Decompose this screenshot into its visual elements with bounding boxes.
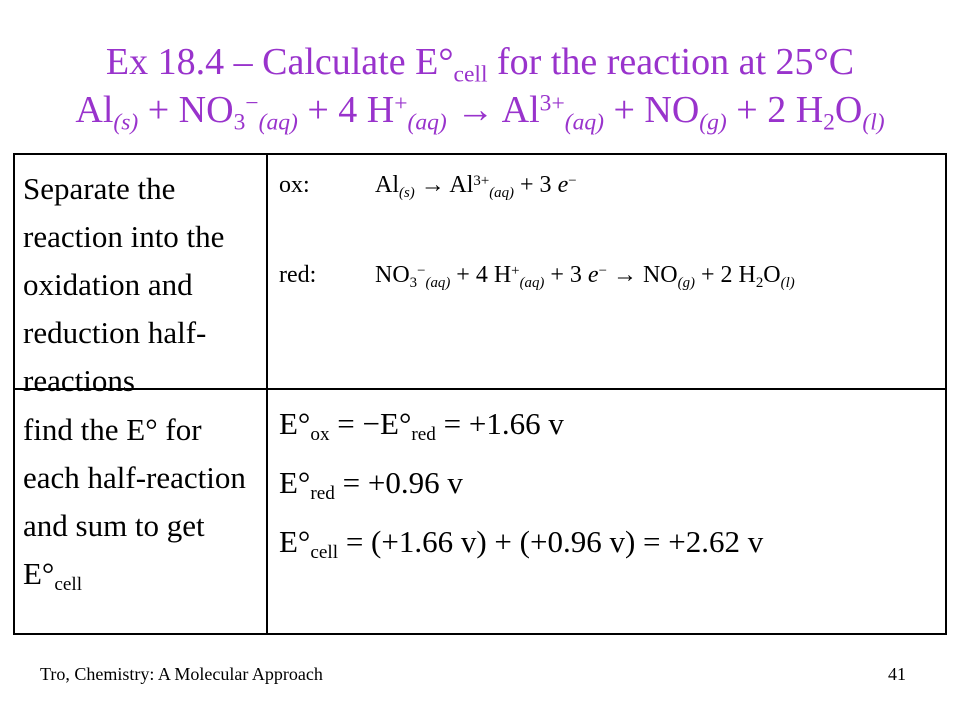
eq-arrow: →	[446, 89, 502, 131]
red-state: (aq)	[425, 274, 451, 291]
ox-electron: e	[557, 172, 569, 198]
eq-subscript: 3	[233, 109, 246, 136]
red-charge: +	[511, 262, 520, 279]
eq-h: + 4 H	[297, 89, 395, 131]
slide-title	[0, 38, 960, 134]
title-line-1	[0, 38, 960, 86]
e-ox-red-subscript: red	[411, 424, 436, 446]
eq-no3: + NO	[138, 89, 234, 131]
e-red-symbol: E°	[279, 465, 311, 500]
step-2-label-text: find the E° for each half-reaction and sum to get E°	[23, 412, 246, 591]
ox-electron-charge: −	[568, 172, 577, 189]
e-ox-symbol: E°	[279, 406, 311, 441]
red-no3: NO	[375, 262, 410, 288]
e-cell-value: = (+1.66 v) + (+0.96 v) = +2.62 v	[338, 524, 764, 559]
red-tag: red:	[279, 262, 317, 288]
e-ox-subscript: ox	[310, 424, 330, 446]
red-state: (l)	[780, 274, 795, 291]
eq-al: Al	[75, 89, 114, 131]
red-subscript: 2	[755, 274, 764, 291]
eq-subscript: 2	[823, 109, 835, 136]
oxidation-half-reaction	[279, 172, 577, 199]
e-cell-subscript: cell	[310, 542, 339, 564]
e-ox-value: = +1.66 v	[435, 406, 564, 441]
e-cell-symbol: E°	[279, 524, 311, 559]
red-arrow: →	[606, 262, 643, 288]
red-charge: −	[417, 262, 426, 279]
ox-al: Al	[375, 172, 399, 198]
ox-state: (s)	[399, 184, 415, 201]
eq-charge: −	[245, 90, 259, 117]
ox-al3: Al	[449, 172, 474, 198]
eq-o: O	[834, 89, 863, 131]
footer-citation: Tro, Chemistry: A Molecular Approach	[40, 664, 323, 684]
e-ox-line	[279, 406, 564, 446]
red-subscript: 3	[409, 274, 418, 291]
red-state: (aq)	[519, 274, 545, 291]
steps-table	[13, 153, 947, 635]
red-state: (g)	[677, 274, 695, 291]
step-2-label-subscript: cell	[54, 574, 83, 596]
e-red-line	[279, 465, 463, 505]
ox-tag: ox:	[279, 172, 310, 198]
eq-state: (s)	[113, 109, 139, 136]
title-text: Ex 18.4 – Calculate E°	[105, 41, 454, 83]
column-divider	[266, 155, 268, 633]
eq-state: (l)	[862, 109, 885, 136]
red-electron: e	[587, 262, 599, 288]
e-red-subscript: red	[310, 483, 335, 505]
red-h2o: + 2 H	[694, 262, 756, 288]
e-ox-neg-red: = −E°	[329, 406, 412, 441]
eq-al3: Al	[501, 89, 540, 131]
eq-charge: +	[394, 90, 408, 117]
eq-state: (aq)	[258, 109, 298, 136]
step-2-label	[23, 406, 261, 598]
red-plus: + 3	[544, 262, 588, 288]
ox-plus: + 3	[514, 172, 558, 198]
red-electron-charge: −	[598, 262, 607, 279]
title-text-end: for the reaction at 25°C	[487, 41, 855, 83]
eq-h2o: + 2 H	[726, 89, 824, 131]
eq-state: (aq)	[407, 109, 447, 136]
ox-arrow: →	[414, 172, 450, 198]
title-cell-subscript: cell	[453, 61, 488, 88]
ox-state: (aq)	[489, 184, 515, 201]
e-red-value: = +0.96 v	[334, 465, 463, 500]
e-cell-line	[279, 524, 764, 564]
reduction-half-reaction	[279, 262, 795, 289]
eq-state: (g)	[699, 109, 727, 136]
eq-charge: 3+	[539, 90, 565, 117]
eq-state: (aq)	[564, 109, 604, 136]
page-number: 41	[888, 664, 906, 684]
red-no: NO	[642, 262, 678, 288]
red-o: O	[763, 262, 781, 288]
ox-charge: 3+	[473, 172, 490, 189]
eq-no: + NO	[603, 89, 700, 131]
title-equation	[0, 86, 960, 134]
red-h: + 4 H	[450, 262, 512, 288]
step-1-label: Separate the reaction into the oxidation and reduction half-reactions	[23, 171, 225, 398]
